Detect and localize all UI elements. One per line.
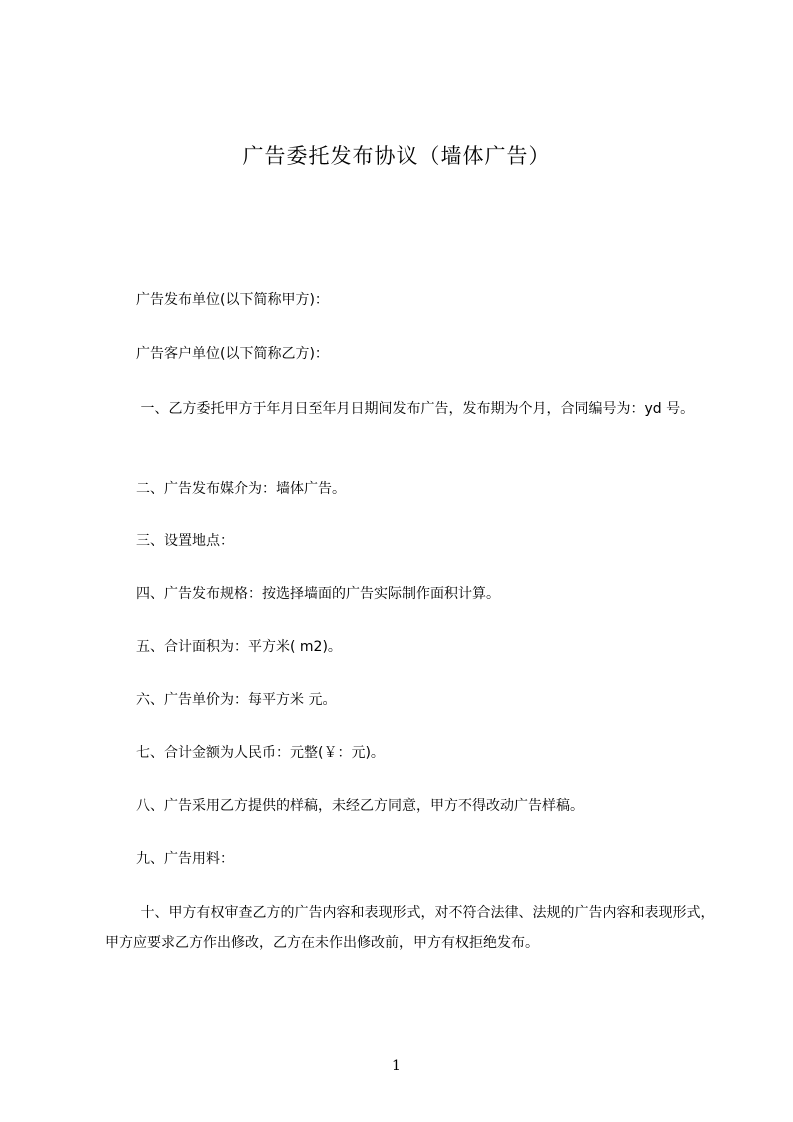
paragraph-clause-6: 六、广告单价为：每平方米 元。 — [136, 692, 337, 708]
paragraph-clause-1: 一、乙方委托甲方于年月日至年月日期间发布广告，发布期为个月，合同编号为：yd 号。 — [136, 401, 695, 417]
paragraph-publisher: 广告发布单位(以下简称甲方)： — [136, 292, 329, 308]
paragraph-clause-10: 十、甲方有权审查乙方的广告内容和表现形式，对不符合法律、法规的广告内容和表现形式，甲方应要求乙方作出修改，乙方在未作出修改前，甲方有权拒绝发布。 — [105, 905, 715, 951]
paragraph-clause-3: 三、设置地点： — [136, 533, 234, 549]
paragraph-client: 广告客户单位(以下简称乙方)： — [136, 346, 329, 362]
paragraph-clause-2: 二、广告发布媒介为：墙体广告。 — [136, 481, 346, 497]
page-title: 广告委托发布协议（墙体广告） — [242, 144, 551, 168]
paragraph-clause-9: 九、广告用料： — [136, 851, 234, 867]
paragraph-clause-5: 五、合计面积为：平方米( m2)。 — [136, 639, 342, 655]
paragraph-clause-4: 四、广告发布规格：按选择墙面的广告实际制作面积计算。 — [136, 586, 500, 602]
page-number: 1 — [392, 1058, 401, 1074]
paragraph-clause-7: 七、合计金额为人民币：元整(￥：元)。 — [136, 745, 385, 761]
paragraph-clause-8: 八、广告采用乙方提供的样稿，未经乙方同意，甲方不得改动广告样稿。 — [136, 798, 584, 814]
